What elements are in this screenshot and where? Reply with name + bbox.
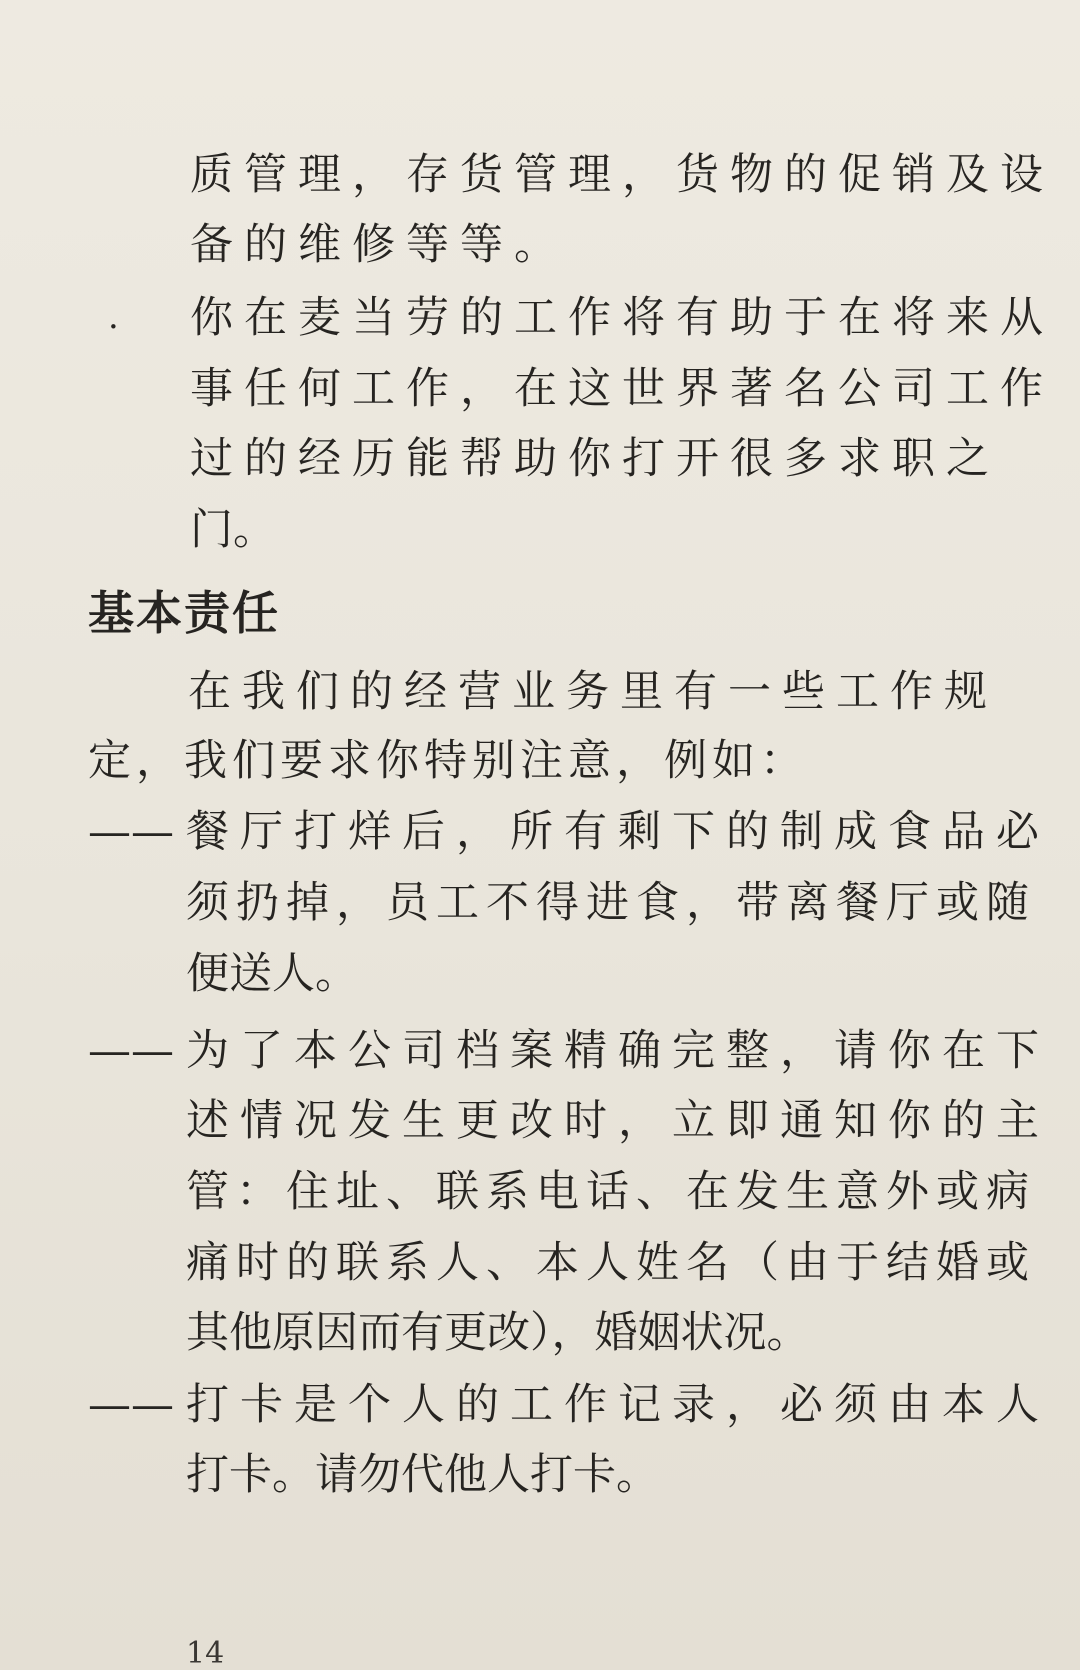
page-number: 14 bbox=[186, 1636, 225, 1670]
rule-2-line-4: 痛时的联系人、本人姓名（由于结婚或 bbox=[186, 1238, 1036, 1288]
intro-line-2: 定，我们要求你特别注意，例如： bbox=[88, 736, 808, 786]
rule-2-dash: —— bbox=[88, 1026, 174, 1076]
rule-1-line-2: 须扔掉，员工不得进食，带离餐厅或随 bbox=[186, 878, 1036, 928]
continuation-line-1: 质管理，存货管理，货物的促销及设 bbox=[190, 150, 1054, 200]
rule-3-line-2: 打卡。请勿代他人打卡。 bbox=[186, 1450, 659, 1500]
rule-3-dash: —— bbox=[88, 1380, 174, 1430]
rule-2-line-1: 为了本公司档案精确完整，请你在下 bbox=[186, 1026, 1050, 1076]
rule-3-line-1: 打卡是个人的工作记录，必须由本人 bbox=[186, 1380, 1050, 1430]
section-heading: 基本责任 bbox=[88, 586, 280, 640]
rule-2-line-3: 管：住址、联系电话、在发生意外或病 bbox=[186, 1167, 1036, 1217]
rule-1-line-3: 便送人。 bbox=[186, 949, 358, 999]
bullet-line-4: 门。 bbox=[190, 505, 276, 555]
continuation-line-2: 备的维修等等。 bbox=[190, 220, 568, 270]
rule-1-dash: —— bbox=[88, 807, 174, 857]
bullet-marker: · bbox=[108, 307, 119, 347]
intro-line-1: 在我们的经营业务里有一些工作规 bbox=[188, 667, 998, 717]
bullet-line-1: 你在麦当劳的工作将有助于在将来从 bbox=[190, 293, 1054, 343]
rule-2-line-5: 其他原因而有更改），婚姻状况。 bbox=[186, 1308, 810, 1358]
bullet-line-2: 事任何工作，在这世界著名公司工作 bbox=[190, 364, 1054, 414]
rule-2-line-2: 述情况发生更改时，立即通知你的主 bbox=[186, 1096, 1050, 1146]
bullet-line-3: 过的经历能帮助你打开很多求职之 bbox=[190, 434, 1000, 484]
rule-1-line-1: 餐厅打烊后，所有剩下的制成食品必 bbox=[186, 807, 1050, 857]
